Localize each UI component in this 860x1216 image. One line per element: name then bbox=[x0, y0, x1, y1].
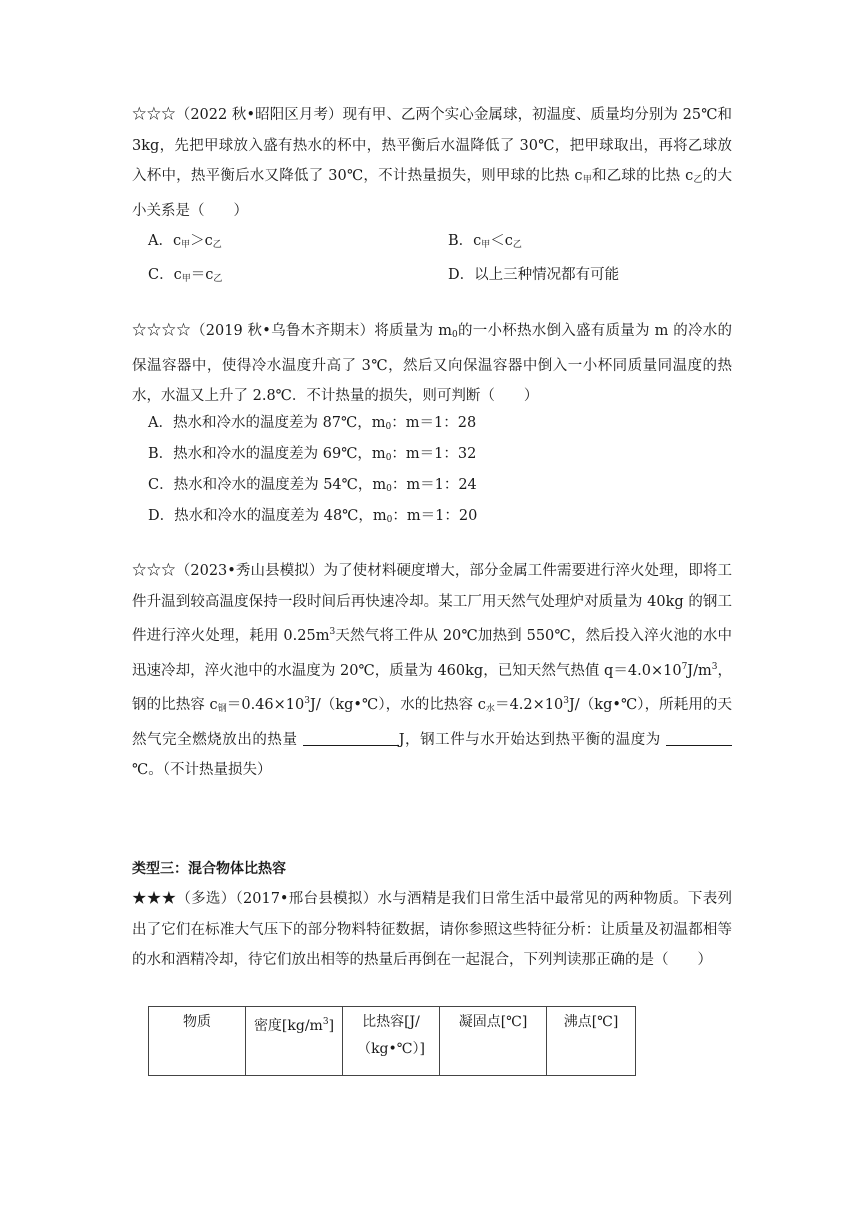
subscript: 甲 bbox=[481, 240, 491, 250]
superscript: 3 bbox=[329, 627, 336, 637]
subscript: 乙 bbox=[213, 274, 223, 284]
table-header-cell bbox=[547, 1007, 636, 1076]
subscript: 乙 bbox=[693, 175, 703, 185]
subscript: 0 bbox=[385, 453, 392, 463]
superscript: 3 bbox=[563, 696, 569, 706]
question-text: ℃。（不计热量损失） bbox=[132, 762, 272, 778]
subscript: 乙 bbox=[512, 240, 522, 250]
table-header-cell bbox=[440, 1007, 547, 1076]
option-a[interactable] bbox=[148, 229, 222, 250]
subscript: 0 bbox=[386, 515, 393, 525]
option-c[interactable] bbox=[148, 473, 477, 494]
option-label: C．c bbox=[148, 267, 182, 283]
option-b[interactable] bbox=[448, 229, 522, 250]
cell-text: 密度[kg/m bbox=[253, 1018, 323, 1034]
question-text: J/m bbox=[687, 662, 712, 679]
option-a[interactable] bbox=[148, 411, 476, 432]
option-label: B．c bbox=[448, 233, 482, 249]
option-label: D．热水和冷水的温度差为 48℃，m bbox=[148, 508, 387, 524]
question-text: 和乙球的比热 c bbox=[591, 168, 694, 184]
option-label: ＞c bbox=[190, 233, 213, 249]
superscript: 3 bbox=[304, 696, 310, 706]
question-text: 的一小杯热水倒入盛有质量为 m 的冷水的保温容器中，使得冷水温度升高了 3℃，然后又向保温容器中倒入一小杯同质量同温度的热水，水温又上升了 2.8℃．不计热量的损失，则可判断（ ） bbox=[132, 323, 733, 404]
question-text: ，钢的比热容 c bbox=[132, 662, 733, 713]
option-label: ：m＝1：24 bbox=[391, 477, 477, 493]
superscript: 7 bbox=[681, 661, 688, 672]
table-header-cell bbox=[149, 1007, 246, 1076]
question-3 bbox=[132, 556, 732, 786]
option-label: ＜c bbox=[490, 233, 513, 249]
cell-text: 比热容[J/（kg•℃）] bbox=[357, 1014, 425, 1057]
cell-text: ] bbox=[328, 1018, 335, 1034]
subscript: 甲 bbox=[181, 274, 191, 284]
table-header-cell bbox=[343, 1007, 440, 1076]
option-label: ：m＝1：32 bbox=[391, 446, 477, 462]
difficulty-stars: ★★★ bbox=[132, 891, 177, 907]
option-label: ：m＝1：28 bbox=[391, 415, 477, 431]
question-text: J，钢工件与水开始达到热平衡的温度为 bbox=[398, 731, 667, 748]
cell-text: 凝固点[℃] bbox=[458, 1014, 528, 1030]
section-heading: 类型三：混合物体比热容 bbox=[132, 861, 286, 877]
table-header-cell bbox=[246, 1007, 343, 1076]
superscript: 3 bbox=[711, 661, 718, 672]
properties-table bbox=[148, 1006, 636, 1076]
question-text: J/（kg•℃），水的比热容 c bbox=[310, 697, 486, 713]
subscript: 钢 bbox=[217, 704, 227, 714]
question-text: ＝0.46×10 bbox=[226, 697, 305, 713]
question-text: （2023•秀山县模拟）为了使材料硬度增大，部分金属工件需要进行淬火处理，即将工件升温到较高温度保持一段时间后再快速冷却。某工厂用天然气处理炉对质量为 40kg 的钢工件进行淬火处理，耗用 0.25m bbox=[132, 563, 732, 644]
question-text: （2022 秋•昭阳区月考）现有甲、乙两个实心金属球，初温度、质量均分别为 25℃和 3kg，先把甲球放入盛有热水的杯中，热平衡后水温降低了 30℃，把甲球取出，再将乙球放入杯中，热平衡后水又降低了 30℃，不计热量损失，则甲球的比热 c bbox=[132, 107, 733, 184]
question-text: 天然气将工件从 20℃加热到 550℃，然后投入淬火池的水中迅速冷却，淬火池中的水温度为 20℃，质量为 460kg，已知天然气热值 q＝4.0×10 bbox=[132, 628, 732, 679]
subscript: 乙 bbox=[212, 240, 222, 250]
question-text: （2019 秋•乌鲁木齐期末）将质量为 m bbox=[191, 323, 452, 339]
superscript: 3 bbox=[322, 1017, 329, 1027]
answer-blank-temperature[interactable] bbox=[666, 731, 732, 746]
subscript: 0 bbox=[385, 422, 392, 432]
subscript: 甲 bbox=[181, 240, 191, 250]
option-d[interactable] bbox=[148, 504, 477, 525]
question-4 bbox=[132, 884, 732, 976]
difficulty-stars: ☆☆☆ bbox=[132, 107, 176, 123]
question-text: ＝4.2×10 bbox=[495, 697, 564, 713]
table-header-row bbox=[149, 1007, 636, 1076]
option-label: B．热水和冷水的温度差为 69℃，m bbox=[148, 446, 386, 462]
subscript: 水 bbox=[485, 704, 495, 714]
answer-blank-heat[interactable] bbox=[303, 731, 399, 746]
subscript: 0 bbox=[386, 484, 392, 494]
question-1 bbox=[132, 100, 732, 226]
option-label: ：m＝1：20 bbox=[392, 508, 478, 524]
option-label: D．以上三种情况都有可能 bbox=[448, 267, 620, 283]
question-text: J/（kg•℃），所耗用的天然气完全燃烧放出的热量 bbox=[132, 697, 732, 748]
option-label: ＝c bbox=[190, 267, 214, 283]
cell-text: 物质 bbox=[183, 1014, 211, 1030]
option-label: C．热水和冷水的温度差为 54℃，m bbox=[148, 477, 387, 493]
subscript: 甲 bbox=[582, 175, 592, 185]
option-label: A．热水和冷水的温度差为 87℃，m bbox=[148, 415, 386, 431]
question-2 bbox=[132, 316, 732, 412]
option-b[interactable] bbox=[148, 442, 476, 463]
cell-text: 沸点[℃] bbox=[563, 1014, 619, 1030]
question-text: （多选）（2017•邢台县模拟）水与酒精是我们日常生活中最常见的两种物质。下表列出了它们在标准大气压下的部分物料特征数据，请你参照这些特征分析：让质量及初温都相等的水和酒精冷却，待它们放出相等的热量后再倒在一起混合，下列判读那正确的是（ ） bbox=[132, 891, 733, 968]
difficulty-stars: ☆☆☆ bbox=[132, 563, 176, 579]
option-d[interactable] bbox=[448, 263, 619, 284]
option-c[interactable] bbox=[148, 263, 222, 284]
difficulty-stars: ☆☆☆☆ bbox=[132, 323, 192, 339]
subscript: 0 bbox=[452, 330, 458, 340]
option-label: A．c bbox=[148, 233, 182, 249]
question-text: 的大小关系是（ ） bbox=[132, 168, 732, 219]
